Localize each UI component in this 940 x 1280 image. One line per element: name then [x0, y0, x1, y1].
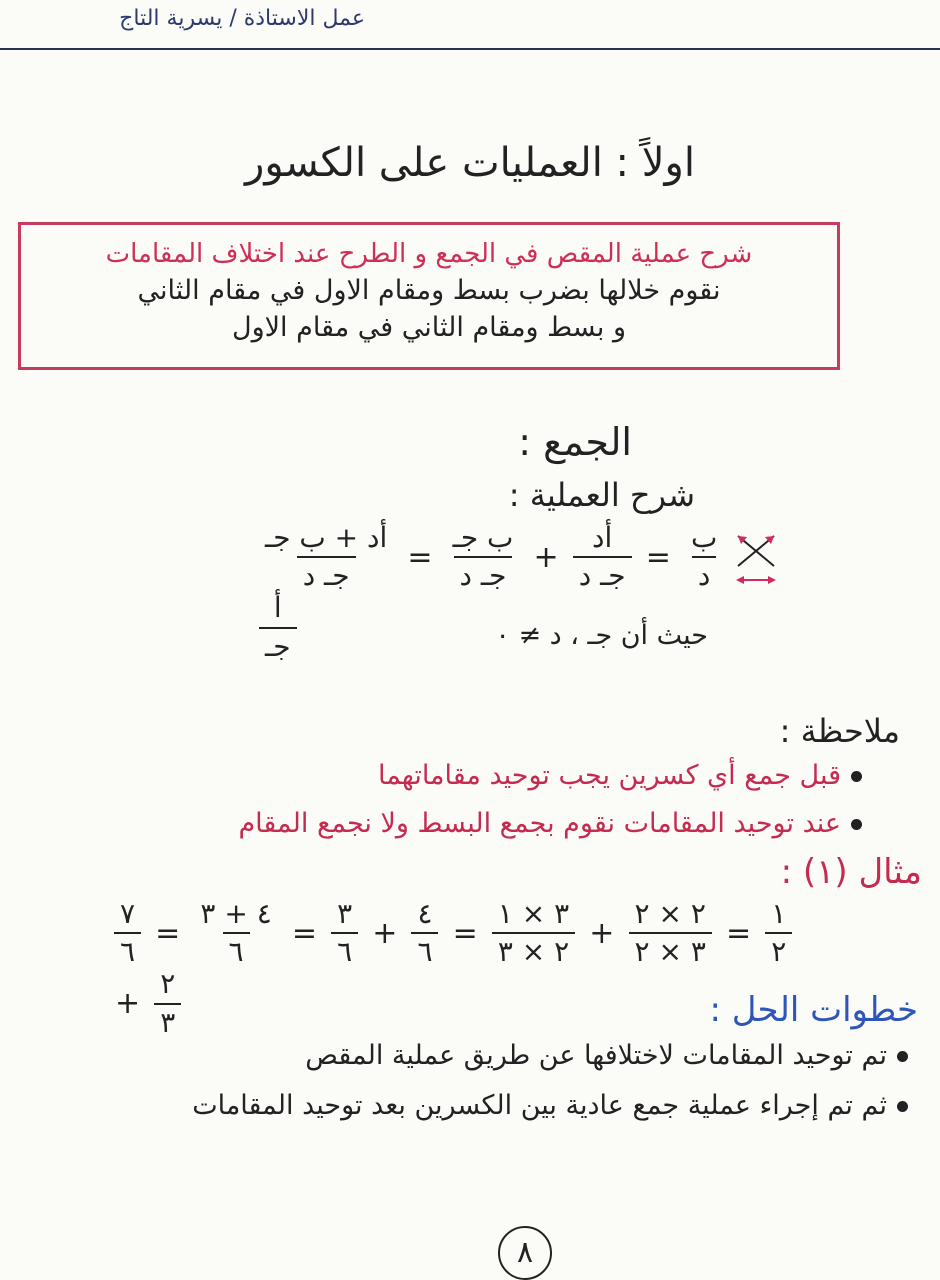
numerator: ٧	[120, 897, 136, 930]
fraction	[629, 898, 712, 968]
note-item-2	[238, 808, 862, 839]
plus-sign: +	[115, 986, 141, 1022]
note-heading: ملاحظة :	[779, 712, 900, 750]
step-item-2	[192, 1090, 908, 1121]
explanation-box	[18, 222, 840, 370]
denominator: ٢ × ٣	[492, 932, 575, 968]
term-2-numerator: ب جـ	[452, 521, 514, 554]
term-1-numerator: أد	[592, 521, 613, 554]
note-item-2-text: عند توحيد المقامات نقوم بجمع البسط ولا نجمع المقام	[238, 808, 841, 839]
denominator: ٦	[114, 932, 141, 968]
equals-sign: =	[645, 539, 671, 575]
numerator: ٤	[417, 897, 433, 930]
fraction-2-numerator: ب	[690, 521, 718, 554]
note-item-1	[378, 760, 862, 791]
plus-sign: +	[589, 915, 615, 951]
numerator: ٢ × ٢	[634, 897, 706, 930]
fraction-a-over-c	[259, 592, 297, 662]
bullet-icon	[897, 1051, 908, 1062]
bullet-icon	[851, 771, 862, 782]
page-title: اولاً : العمليات على الكسور	[245, 140, 695, 186]
equals-sign: =	[452, 915, 478, 951]
result-numerator: أد + ب جـ	[265, 521, 388, 554]
fraction	[765, 898, 792, 968]
example-heading: مثال (١) :	[780, 852, 922, 892]
cross-arrows-icon	[732, 526, 780, 588]
equals-sign: =	[155, 915, 181, 951]
bullet-icon	[897, 1101, 908, 1112]
equals-sign: =	[407, 539, 433, 575]
process-explanation-heading: شرح العملية :	[508, 476, 695, 514]
result-fraction	[259, 522, 393, 592]
plus-sign: +	[533, 539, 559, 575]
fraction-b-over-d	[685, 522, 723, 592]
fraction	[194, 898, 277, 968]
term-fraction-2	[447, 522, 520, 592]
fraction-1-denominator: جـ	[259, 627, 297, 663]
fraction	[114, 898, 141, 968]
fraction	[154, 968, 181, 1038]
numerator: ٢	[160, 967, 176, 1001]
box-line-2: نقوم خلالها بضرب بسط ومقام الاول في مقام الثاني	[137, 275, 721, 306]
term-2-denominator: جـ د	[454, 556, 513, 592]
fraction-2-denominator: د	[692, 556, 716, 592]
box-line-1: شرح عملية المقص في الجمع و الطرح عند اختلاف المقامات	[105, 239, 753, 269]
addition-heading: الجمع :	[518, 420, 632, 464]
term-1-denominator: جـ د	[573, 556, 632, 592]
solution-steps-heading: خطوات الحل :	[709, 990, 918, 1030]
denominator: ٢	[765, 932, 792, 968]
step-item-1	[305, 1040, 908, 1071]
denominator: ٦	[223, 932, 250, 968]
denominator: ٦	[331, 932, 358, 968]
numerator: ٣	[337, 897, 353, 930]
numerator: ٣ × ١	[497, 897, 570, 930]
bullet-icon	[851, 819, 862, 830]
result-denominator: جـ د	[297, 556, 356, 592]
step-item-2-text: ثم تم إجراء عملية جمع عادية بين الكسرين بعد توحيد المقامات	[192, 1090, 887, 1121]
denominator-condition: حيث أن جـ ، د ≠ ٠	[495, 620, 708, 651]
note-item-1-text: قبل جمع أي كسرين يجب توحيد مقاماتهما	[378, 760, 841, 791]
denominator: ٦	[411, 932, 438, 968]
page-number: ٨	[498, 1226, 552, 1280]
fraction-1-numerator: أ	[273, 591, 282, 625]
author-credit: عمل الاستاذة / يسرية التاج	[119, 6, 365, 31]
box-line-3: و بسط ومقام الثاني في مقام الاول	[231, 312, 627, 343]
plus-sign: +	[372, 915, 398, 951]
denominator: ٣	[154, 1003, 181, 1039]
numerator: ١	[771, 897, 787, 930]
numerator: ٤ + ٣	[200, 897, 272, 930]
denominator: ٣ × ٢	[629, 932, 712, 968]
equals-sign: =	[725, 915, 752, 951]
equals-sign: =	[291, 915, 317, 951]
term-fraction-1	[573, 522, 632, 592]
fraction	[331, 898, 358, 968]
fraction	[411, 898, 438, 968]
fraction	[492, 898, 575, 968]
step-item-1-text: تم توحيد المقامات لاختلافها عن طريق عملية المقص	[305, 1040, 887, 1071]
